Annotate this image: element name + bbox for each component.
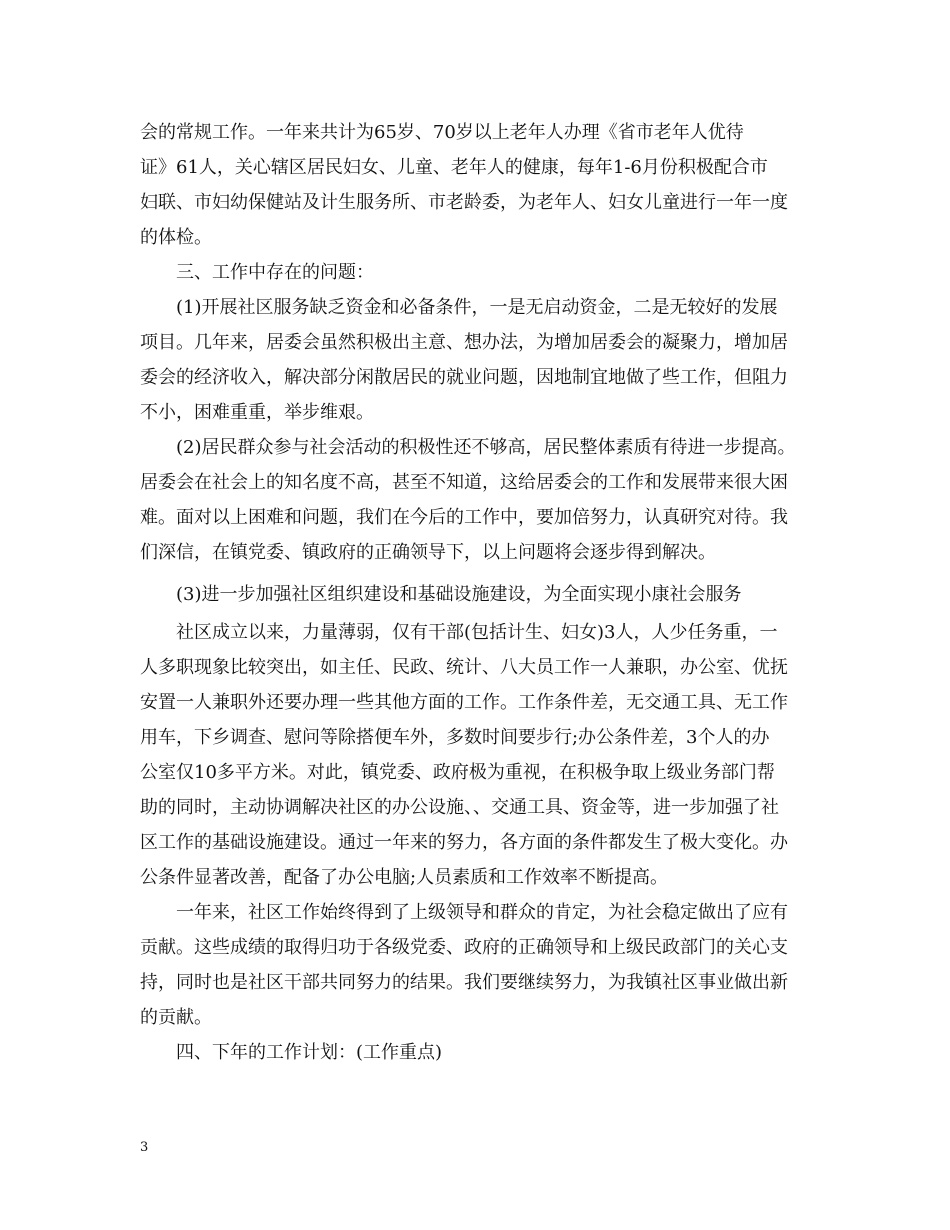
text-line-7: 项目。几年来，居委会虽然积极出主意、想办法，为增加居委会的凝聚力，增加居 [140, 332, 788, 353]
text-line-4: 的体检。 [140, 227, 212, 248]
text-line-25: 持，同时也是社区干部共同努力的结果。我们要继续努力，为我镇社区事业做出新 [140, 972, 788, 993]
text-line-2: 证》61人，关心辖区居民妇女、儿童、老年人的健康，每年1-6月份积极配合市 [140, 157, 768, 178]
text-line-17: 安置一人兼职外还要办理一些其他方面的工作。工作条件差，无交通工具、无工作 [140, 692, 788, 713]
text-line-8: 委会的经济收入，解决部分闲散居民的就业问题，因地制宜地做了些工作，但阻力 [140, 367, 788, 388]
section-heading-next-year-plan: 四、下年的工作计划：(工作重点) [176, 1042, 443, 1063]
text-line-20: 助的同时，主动协调解决社区的办公设施、、交通工具、资金等，进一步加强了社 [140, 797, 779, 818]
text-line-3: 妇联、市妇幼保健站及计生服务所、市老龄委，为老年人、妇女儿童进行一年一度 [140, 192, 788, 213]
text-line-10: (2)居民群众参与社会活动的积极性还不够高，居民整体素质有待进一步提高。 [176, 437, 796, 458]
text-line-11: 居委会在社会上的知名度不高，甚至不知道，这给居委会的工作和发展带来很大困 [140, 472, 788, 493]
text-line-14: (3)进一步加强社区组织建设和基础设施建设，为全面实现小康社会服务 [176, 584, 742, 605]
text-line-26: 的贡献。 [140, 1007, 212, 1028]
text-line-24: 贡献。这些成绩的取得归功于各级党委、政府的正确领导和上级民政部门的关心支 [140, 937, 788, 958]
text-line-22: 公条件显著改善，配备了办公电脑;人员素质和工作效率不断提高。 [140, 867, 669, 888]
text-line-21: 区工作的基础设施建设。通过一年来的努力，各方面的条件都发生了极大变化。办 [140, 832, 788, 853]
text-line-23: 一年来，社区工作始终得到了上级领导和群众的肯定，为社会稳定做出了应有 [176, 902, 788, 923]
text-line-9: 不小，困难重重，举步维艰。 [140, 402, 374, 423]
text-line-12: 难。面对以上困难和问题，我们在今后的工作中，要加倍努力，认真研究对待。我 [140, 507, 788, 528]
text-line-1: 会的常规工作。一年来共计为65岁、70岁以上老年人办理《省市老年人优待 [140, 122, 744, 143]
text-line-18: 用车，下乡调查、慰问等除搭便车外，多数时间要步行;办公条件差，3个人的办 [140, 727, 770, 748]
text-line-15: 社区成立以来，力量薄弱，仅有干部(包括计生、妇女)3人，人少任务重，一 [176, 622, 778, 643]
text-line-6: (1)开展社区服务缺乏资金和必备条件，一是无启动资金，二是无较好的发展 [176, 297, 778, 318]
text-line-19: 公室仅10多平方米。对此，镇党委、政府极为重视，在积极争取上级业务部门帮 [140, 762, 775, 783]
text-line-16: 人多职现象比较突出，如主任、民政、统计、八大员工作一人兼职，办公室、优抚 [140, 657, 788, 678]
section-heading-problems: 三、工作中存在的问题： [176, 262, 374, 283]
page-number: 3 [140, 1140, 149, 1155]
text-line-13: 们深信，在镇党委、镇政府的正确领导下，以上问题将会逐步得到解决。 [140, 542, 716, 563]
